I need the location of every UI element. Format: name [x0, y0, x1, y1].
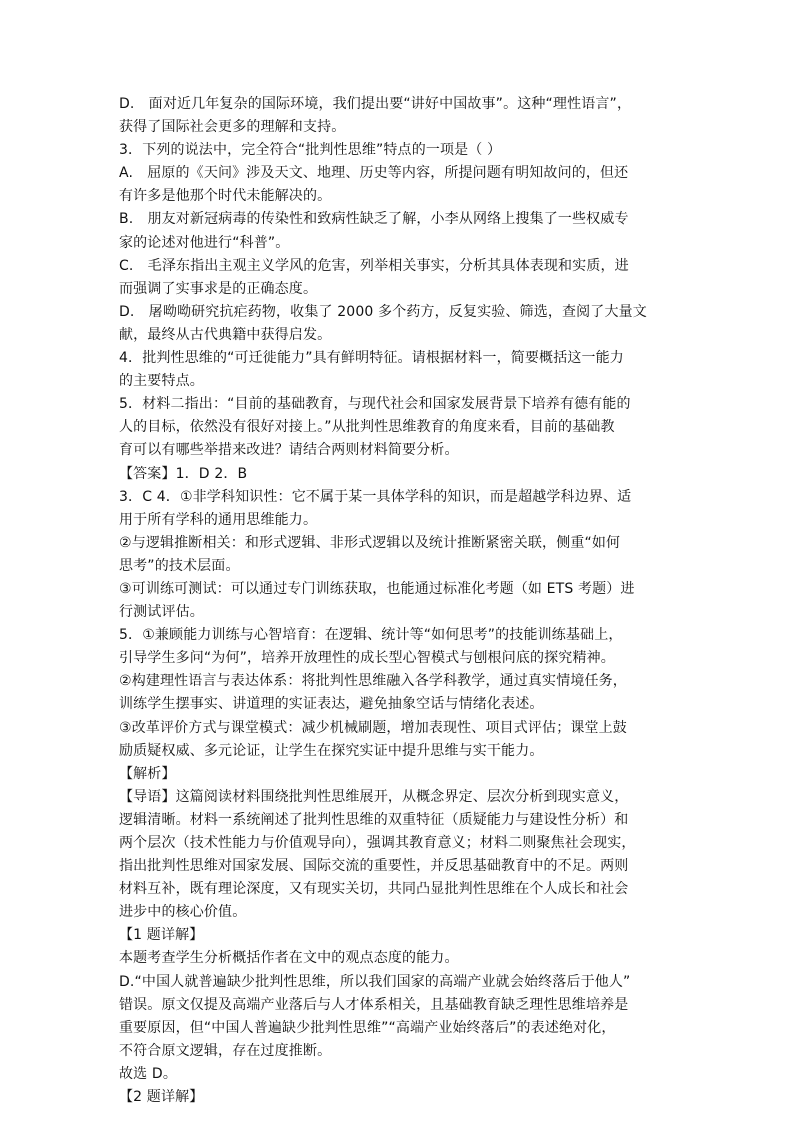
text-line: 人的目标，依然没有很好对接上。”从批判性思维教育的角度来看，目前的基础教 — [119, 419, 615, 436]
text-line: 用于所有学科的通用思维能力。 — [119, 511, 318, 528]
text-line: 思考”的技术层面。 — [119, 557, 240, 574]
document-page — [119, 93, 699, 1109]
text-line: 有许多是他那个时代未能解决的。 — [119, 188, 332, 205]
text-line: 的主要特点。 — [119, 373, 204, 390]
text-line: 励质疑权威、多元论证，让学生在探究实证中提升思维与实干能力。 — [119, 742, 544, 759]
question-4-stem: 4．批判性思维的“可迁徙能力”具有鲜明特征。请根据材料一，简要概括这一能力 — [119, 350, 624, 367]
text-line: 5．①兼顾能力训练与心智培育：在逻辑、统计等“如何思考”的技能训练基础上， — [119, 627, 623, 644]
option-d: D. 屠呦呦研究抗疟药物，收集了 2000 多个药方，反复实验、筛选，查阅了大量文 — [119, 303, 647, 320]
question-2-detail-heading: 【2 题详解】 — [119, 1089, 204, 1106]
question-1-detail-heading: 【1 题详解】 — [119, 927, 204, 944]
analysis-heading: 【解析】 — [119, 765, 176, 782]
text-line: 逻辑清晰。材料一系统阐述了批判性思维的双重特征（质疑能力与建设性分析）和 — [119, 811, 629, 828]
text-line: 重要原因，但“中国人普遍缺少批判性思维”“高端产业始终落后”的表述绝对化， — [119, 1019, 616, 1036]
text-line: 引导学生多问“为何”，培养开放理性的成长型心智模式与刨根问底的探究精神。 — [119, 650, 615, 667]
question-5-stem: 5．材料二指出：“目前的基础教育，与现代社会和国家发展背景下培养有德有能的 — [119, 396, 631, 413]
text-line: ③改革评价方式与课堂模式：减少机械刷题，增加表现性、项目式评估；课堂上鼓 — [119, 719, 627, 736]
text-line: 育可以有哪些举措来改进？请结合两则材料简要分析。 — [119, 442, 459, 459]
option-c: C. 毛泽东指出主观主义学风的危害，列举相关事实，分析其具体表现和实质，进 — [119, 257, 629, 274]
text-line: 3．C 4．①非学科知识性：它不属于某一具体学科的知识，而是超越学科边界、适 — [119, 488, 632, 505]
text-line: 训练学生摆事实、讲道理的实证表达，避免抽象空话与情绪化表述。 — [119, 696, 544, 713]
text-line: 指出批判性思维对国家发展、国际交流的重要性，并反思基础教育中的不足。两则 — [119, 858, 629, 875]
text-line: ②构建理性语言与表达体系：将批判性思维融入各学科教学，通过真实情境任务， — [119, 673, 627, 690]
text-line: 材料互补，既有理论深度，又有现实关切，共同凸显批判性思维在个人成长和社会 — [119, 881, 629, 898]
text-line: ②与逻辑推断相关：和形式逻辑、非形式逻辑以及统计推断紧密关联，侧重“如何 — [119, 534, 621, 551]
question-3-stem: 3．下列的说法中，完全符合“批判性思维”特点的一项是（ ） — [119, 142, 502, 159]
text-line: 不符合原文逻辑，存在过度推断。 — [119, 1042, 332, 1059]
text-line: D.“中国人就普遍缺少批判性思维，所以我们国家的高端产业就会始终落后于他人” — [119, 973, 631, 990]
text-line: 故选 D。 — [119, 1065, 177, 1082]
text-line: D. 面对近几年复杂的国际环境，我们提出要“讲好中国故事”。这种“理性语言”， — [119, 96, 632, 112]
text-line: 获得了国际社会更多的理解和支持。 — [119, 119, 346, 136]
text-line: 献，最终从古代典籍中获得启发。 — [119, 326, 332, 343]
text-line: 家的论述对他进行“科普”。 — [119, 234, 290, 251]
text-line: 错误。原文仅提及高端产业落后与人才体系相关，且基础教育缺乏理性思维培养是 — [119, 996, 629, 1013]
text-line: 而强调了实事求是的正确态度。 — [119, 280, 318, 297]
text-line: 本题考查学生分析概括作者在文中的观点态度的能力。 — [119, 950, 459, 967]
text-line: ③可训练可测试：可以通过专门训练获取，也能通过标准化考题（如 ETS 考题）进 — [119, 580, 635, 597]
text-line: 两个层次（技术性能力与价值观导向），强调其教育意义；材料二则聚焦社会现实， — [119, 835, 636, 851]
option-b: B. 朋友对新冠病毒的传染性和致病性缺乏了解，小李从网络上搜集了一些权威专 — [119, 211, 629, 228]
text-line: 进步中的核心价值。 — [119, 904, 247, 921]
text-line: 行测试评估。 — [119, 604, 204, 621]
text-line: 【导语】这篇阅读材料围绕批判性思维展开，从概念界定、层次分析到现实意义， — [119, 788, 629, 805]
option-a: A. 屈原的《天问》涉及天文、地理、历史等内容，所提问题有明知故问的，但还 — [119, 165, 629, 182]
answer-heading: 【答案】1．D 2．B — [119, 465, 248, 482]
